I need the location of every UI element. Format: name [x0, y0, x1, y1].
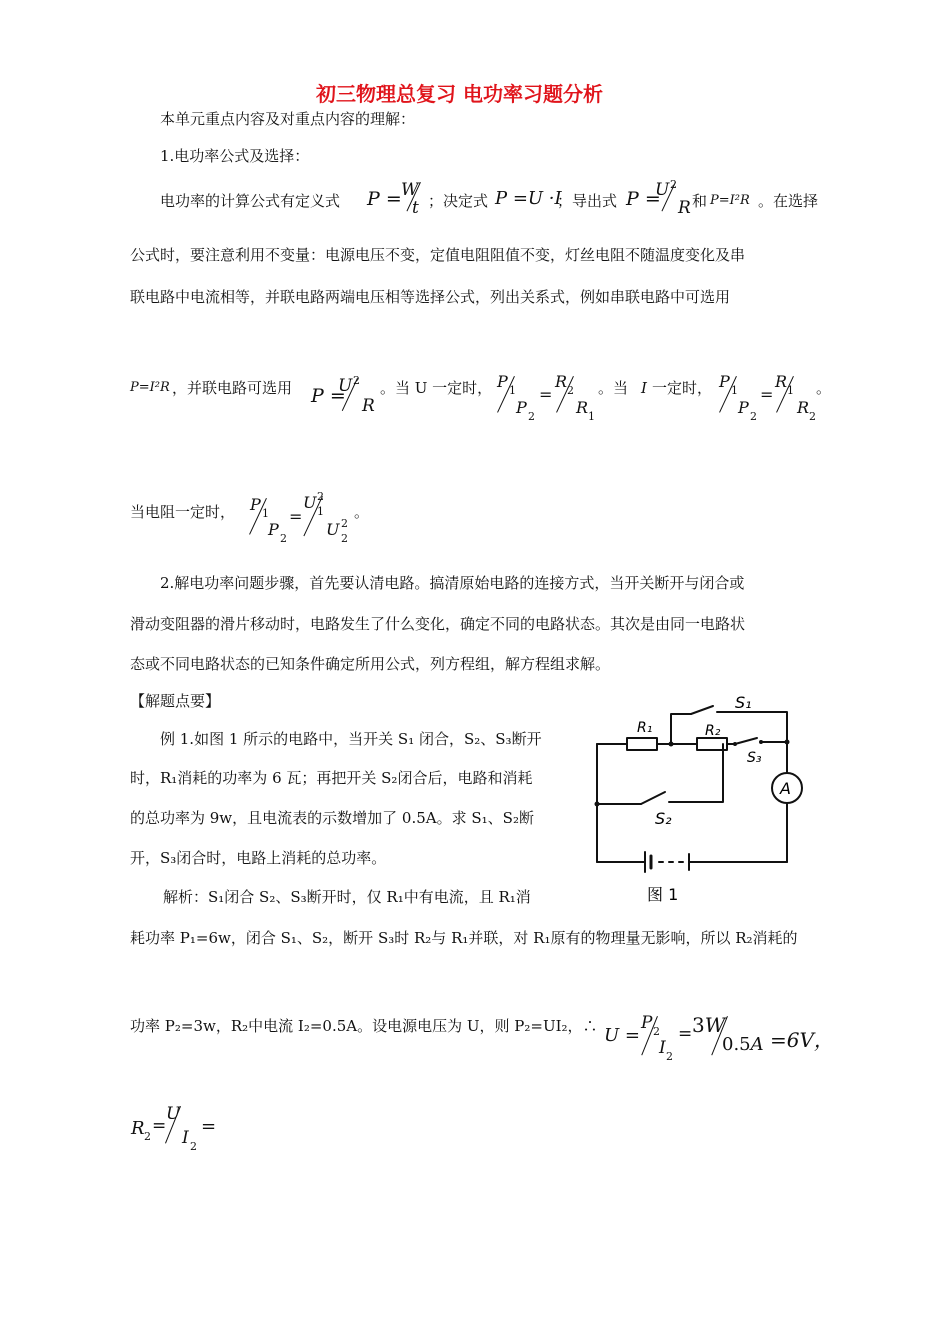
s1-line4-text-a: P=I²R [130, 380, 170, 395]
figure-caption: 图 1 [647, 885, 679, 904]
s1-line5-text-a: 当电阻一定时， [130, 503, 236, 521]
s2-line-1: 2.解电功率问题步骤，首先要认清电路。搞清原始电路的连接方式，当开关断开与闭合或 [160, 574, 745, 592]
s1-line1-text-c: ；导出式 [557, 192, 618, 210]
s1-line1-text-a: 电功率的计算公式有定义式 [160, 192, 341, 210]
s1-line3: 联电路中电流相等，并联电路两端电压相等选择公式，列出关系式，例如串联电路中可选用 [130, 288, 731, 306]
s1-line1-text-b: ；决定式 [428, 192, 489, 210]
example-line-2: 时，R₁消耗的功率为 6 瓦；再把开关 S₂闭合后，电路和消耗 [130, 769, 533, 787]
s1-line1-text-f: 。在选择 [758, 192, 819, 210]
s1-line4-text-e: I [641, 379, 647, 397]
example-line-4: 开，S₃闭合时，电路上消耗的总功率。 [130, 849, 387, 867]
final-equals: = [201, 1116, 217, 1137]
s1-line4-text-d: 。当 [598, 379, 629, 397]
example-line-3: 的总功率为 9w，且电流表的示数增加了 0.5A。求 S₁、S₂断 [130, 809, 534, 827]
intro-text: 本单元重点内容及对重点内容的理解： [160, 110, 416, 128]
s2-line-2: 滑动变阻器的滑片移动时，电路发生了什么变化，确定不同的电路状态。其次是由同一电路状 [130, 615, 746, 633]
resistor-r1 [627, 738, 657, 750]
label-s1: S₁ [735, 693, 752, 712]
tips-heading: 【解题点要】 [130, 692, 221, 710]
voltage-result: =6V， [770, 1028, 834, 1052]
s1-line1-text-e: P=I²R [710, 193, 750, 208]
label-r1: R₁ [637, 720, 653, 736]
analysis-line-1: 解析：S₁闭合 S₂、S₃断开时，仅 R₁中有电流，且 R₁消 [163, 888, 531, 906]
label-ammeter: A [780, 779, 791, 798]
s1-line2: 公式时，要注意利用不变量：电源电压不变，定值电阻阻值不变，灯丝电阻不随温度变化及串 [130, 246, 746, 264]
s2-line-3: 态或不同电路状态的已知条件确定所用公式，列方程组，解方程组求解。 [130, 655, 611, 673]
formula-decision: P =U ·I [495, 188, 562, 209]
circuit-diagram [585, 690, 815, 910]
s1-line4-text-b: ，并联电路可选用 [172, 379, 293, 397]
label-s2: S₂ [655, 809, 672, 828]
label-r2: R₂ [705, 723, 721, 739]
s1-line1-text-d: 和 [692, 192, 708, 210]
analysis-line-3: 功率 P₂=3w，R₂中电流 I₂=0.5A。设电源电压为 U，则 P₂=UI₂，∴ [130, 1017, 598, 1035]
s1-line4-text-g: 。 [816, 379, 832, 397]
s1-line4-text-f: 一定时， [652, 379, 713, 397]
section-1-heading: 1.电功率公式及选择： [160, 147, 310, 165]
s1-line4-text-c: 。当 U 一定时， [380, 379, 493, 397]
page-title: 初三物理总复习 电功率习题分析 [316, 82, 603, 106]
label-s3: S₃ [747, 750, 762, 766]
s1-line5-text-b: 。 [354, 503, 370, 521]
example-line-1: 例 1.如图 1 所示的电路中，当开关 S₁ 闭合，S₂、S₃断开 [160, 730, 542, 748]
analysis-line-2: 耗功率 P₁=6w，闭合 S₁、S₂，断开 S₃时 R₂与 R₁并联，对 R₁原有的物理量无影响，所以 R₂消耗的 [130, 929, 798, 947]
